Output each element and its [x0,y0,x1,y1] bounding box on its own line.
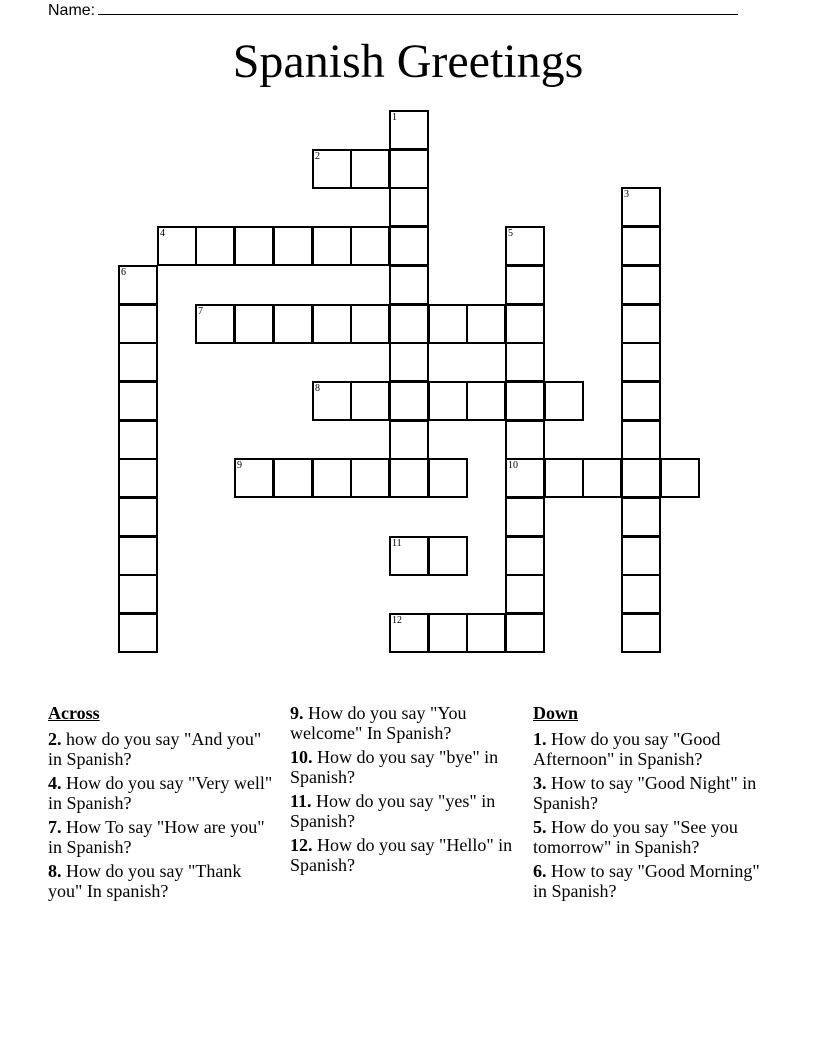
crossword-cell[interactable] [621,187,661,227]
crossword-cell[interactable] [428,458,468,498]
clue-number: 5. [533,817,547,837]
crossword-cell[interactable] [389,458,429,498]
crossword-cell[interactable] [312,381,352,421]
crossword-cell[interactable] [389,536,429,576]
crossword-cell[interactable] [621,381,661,421]
cell-number: 12 [392,615,402,626]
clues-column-1 [48,703,278,905]
crossword-cell[interactable] [428,536,468,576]
puzzle-title: Spanish Greetings [232,35,584,88]
clue-text: How to say "Good Morning" in Spanish? [533,861,760,901]
crossword-cell[interactable] [118,458,158,498]
crossword-cell[interactable] [466,613,506,653]
clue-down-1 [533,729,773,769]
crossword-cell[interactable] [350,149,390,189]
clue-down-6 [533,861,773,901]
clue-number: 6. [533,861,547,881]
crossword-cell[interactable] [389,342,429,382]
crossword-cell[interactable] [621,304,661,344]
clue-number: 11. [290,791,312,811]
crossword-cell[interactable] [389,420,429,460]
crossword-cell[interactable] [118,497,158,537]
crossword-cell[interactable] [389,226,429,266]
crossword-cell[interactable] [621,497,661,537]
crossword-cell[interactable] [118,420,158,460]
crossword-cell[interactable] [118,574,158,614]
crossword-cell[interactable] [621,574,661,614]
clue-text: How To say "How are you" in Spanish? [48,817,265,857]
crossword-cell[interactable] [505,613,545,653]
clue-down-5 [533,817,773,857]
clue-number: 9. [290,703,304,723]
crossword-cell[interactable] [118,265,158,305]
cell-number: 7 [198,306,203,317]
cell-number: 5 [508,228,513,239]
crossword-cell[interactable] [505,420,545,460]
clue-across-7 [48,817,278,857]
crossword-cell[interactable] [505,342,545,382]
down-heading: Down [533,703,579,723]
crossword-cell[interactable] [428,381,468,421]
crossword-cell[interactable] [582,458,622,498]
crossword-cell[interactable] [118,381,158,421]
crossword-cell[interactable] [505,536,545,576]
crossword-cell[interactable] [621,536,661,576]
crossword-cell[interactable] [350,458,390,498]
cell-number: 10 [508,460,518,471]
clues-column-2 [290,703,520,879]
crossword-cell[interactable] [544,381,584,421]
clue-down-3 [533,773,773,813]
crossword-cell[interactable] [505,458,545,498]
crossword-cell[interactable] [389,381,429,421]
crossword-cell[interactable] [544,458,584,498]
clue-across-11 [290,791,520,831]
crossword-cell[interactable] [505,304,545,344]
crossword-cell[interactable] [621,458,661,498]
crossword-cell[interactable] [195,226,235,266]
crossword-cell[interactable] [660,458,700,498]
crossword-cell[interactable] [273,304,313,344]
crossword-cell[interactable] [118,304,158,344]
clue-across-10 [290,747,520,787]
clue-number: 3. [533,773,547,793]
name-label: Name: [48,2,96,19]
clue-number: 12. [290,835,313,855]
clue-text: how do you say "And you" in Spanish? [48,729,262,769]
crossword-cell[interactable] [350,381,390,421]
crossword-cell[interactable] [621,226,661,266]
clue-text: How do you say "See you tomorrow" in Spanish? [533,817,738,857]
across-heading: Across [48,703,100,723]
crossword-cell[interactable] [389,110,429,150]
clue-across-12 [290,835,520,875]
clue-text: How do you say "yes" in Spanish? [290,791,496,831]
clue-text: How do you say "Thank you" In spanish? [48,861,242,901]
clue-text: How do you say "Good Afternoon" in Spanish? [533,729,721,769]
crossword-cell[interactable] [389,187,429,227]
clue-number: 8. [48,861,62,881]
clue-text: How to say "Good Night" in Spanish? [533,773,757,813]
crossword-cell[interactable] [312,458,352,498]
clue-across-8 [48,861,278,901]
crossword-cell[interactable] [350,304,390,344]
crossword-cell[interactable] [273,226,313,266]
crossword-cell[interactable] [428,613,468,653]
clues-column-3 [533,703,773,905]
cell-number: 4 [160,228,165,239]
cell-number: 1 [392,112,397,123]
crossword-cell[interactable] [505,497,545,537]
crossword-cell[interactable] [195,304,235,344]
crossword-cell[interactable] [350,226,390,266]
crossword-cell[interactable] [505,574,545,614]
crossword-cell[interactable] [428,304,468,344]
crossword-cell[interactable] [389,149,429,189]
cell-number: 3 [624,189,629,200]
crossword-cell[interactable] [621,342,661,382]
crossword-cell[interactable] [312,226,352,266]
crossword-cell[interactable] [312,149,352,189]
crossword-cell[interactable] [505,226,545,266]
crossword-cell[interactable] [234,304,274,344]
cell-number: 9 [237,460,242,471]
clue-across-4 [48,773,278,813]
crossword-cell[interactable] [389,304,429,344]
crossword-cell[interactable] [234,458,274,498]
crossword-cell[interactable] [621,613,661,653]
clue-text: How do you say "You welcome" In Spanish? [290,703,467,743]
clue-number: 10. [290,747,313,767]
crossword-cell[interactable] [273,458,313,498]
clue-number: 4. [48,773,62,793]
crossword-cell[interactable] [312,304,352,344]
clue-number: 7. [48,817,62,837]
cell-number: 2 [315,151,320,162]
crossword-cell[interactable] [118,536,158,576]
clue-number: 1. [533,729,547,749]
crossword-cell[interactable] [389,265,429,305]
crossword-cell[interactable] [621,265,661,305]
clue-number: 2. [48,729,62,749]
clue-across-2 [48,729,278,769]
crossword-cell[interactable] [118,613,158,653]
crossword-cell[interactable] [234,226,274,266]
clue-across-9 [290,703,520,743]
clue-text: How do you say "bye" in Spanish? [290,747,499,787]
cell-number: 11 [392,538,402,549]
cell-number: 6 [121,267,126,278]
clue-text: How do you say "Very well" in Spanish? [48,773,273,813]
crossword-cell[interactable] [466,381,506,421]
clue-text: How do you say "Hello" in Spanish? [290,835,513,875]
crossword-cell[interactable] [466,304,506,344]
crossword-cell[interactable] [621,420,661,460]
crossword-cell[interactable] [505,265,545,305]
cell-number: 8 [315,383,320,394]
crossword-cell[interactable] [389,613,429,653]
crossword-cell[interactable] [505,381,545,421]
crossword-cell[interactable] [157,226,197,266]
crossword-cell[interactable] [118,342,158,382]
